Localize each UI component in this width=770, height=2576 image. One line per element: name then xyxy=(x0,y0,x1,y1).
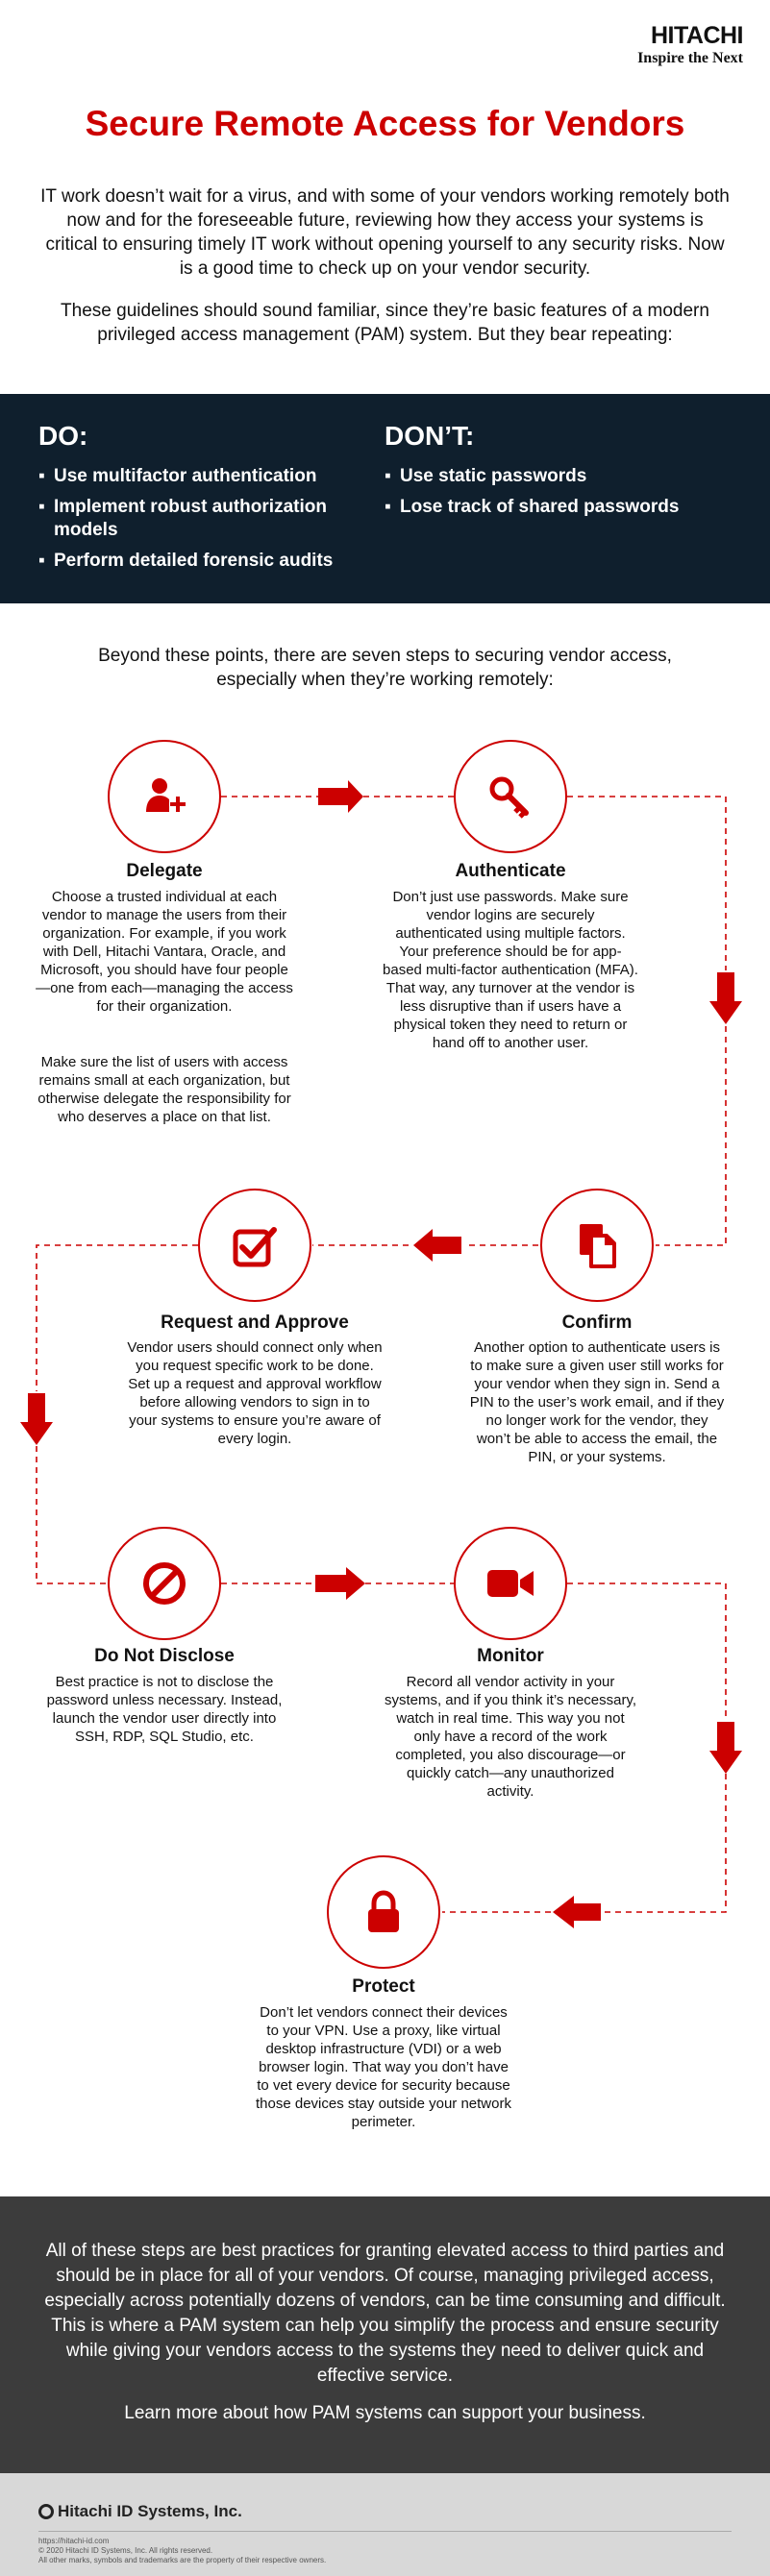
arrow-left-icon xyxy=(413,1229,461,1262)
do-item: ▪ Use multifactor authentication xyxy=(38,465,356,488)
monitor-circle xyxy=(454,1527,567,1640)
dont-item: ▪ Use static passwords xyxy=(385,465,731,488)
do-heading: DO: xyxy=(38,421,88,451)
footer-trademarks: All other marks, symbols and trademarks are the property of their respective owners. xyxy=(38,2556,327,2564)
confirm-circle xyxy=(540,1189,654,1302)
step-desc-confirm: Another option to authenticate users is to make sure a given user still works for your vendor when they sign in. Send a PIN to the user’s work email, and if they no longer work for the vendor, they won’t be able to access the email, the PIN, or your systems. xyxy=(469,1339,725,1465)
step-title-do-not-disclose: Do Not Disclose xyxy=(94,1646,235,1666)
delegate-circle xyxy=(108,740,221,853)
video-camera-icon xyxy=(484,1557,537,1610)
beyond-text: Beyond these points, there are seven steps to securing vendor access, especially when they’re working remotely: xyxy=(98,646,672,690)
step-desc-protect: Don’t let vendors connect their devices to your VPN. Use a proxy, like virtual desktop infrastructure (VDI) or a web browser login. That way you don’t have to vet every device for security because those devices stay outside your network perimeter. xyxy=(256,2004,511,2130)
checkbox-icon xyxy=(228,1218,282,1272)
protect-circle xyxy=(327,1855,440,1969)
footer-copyright: © 2020 Hitachi ID Systems, Inc. All rights reserved. xyxy=(38,2546,213,2555)
step-desc-authenticate: Don’t just use passwords. Make sure vendor logins are securely authenticated using multiple factors. Your preference should be for app-based multi-factor authentication (MFA). That way, any turnover at the vendor is less disruptive than if users have a physical token they need to return or hand off to another user. xyxy=(383,889,638,1051)
step-desc-monitor: Record all vendor activity in your systems, and if you think it’s necessary, watch in real time. This way you not only have a record of the work completed, you also discourage—or quickly catch—any unauthorized activity. xyxy=(384,1674,637,1800)
step-title-protect: Protect xyxy=(352,1976,415,1997)
step-title-confirm: Confirm xyxy=(561,1313,633,1333)
step-title-authenticate: Authenticate xyxy=(455,861,566,881)
do-list xyxy=(38,465,356,580)
do-item: ▪ Perform detailed forensic audits xyxy=(38,550,356,573)
learn-more-link[interactable]: Learn more about how PAM systems can support your business. xyxy=(124,2403,646,2423)
request-approve-circle xyxy=(198,1189,311,1302)
footer-url[interactable]: https://hitachi-id.com xyxy=(38,2537,110,2545)
arrow-down-icon xyxy=(20,1393,53,1445)
step-title-monitor: Monitor xyxy=(477,1646,544,1666)
do-item: ▪ Implement robust authorization models xyxy=(38,496,356,542)
hitachi-logo xyxy=(637,23,743,67)
dont-item: ▪ Lose track of shared passwords xyxy=(385,496,731,519)
step-desc-delegate: Choose a trusted individual at each vendor to manage the users from their organization. For example, if you work with Dell, Hitachi Vantara, Oracle, and Microsoft, you should have four people—one from each—managing the access for their organization. xyxy=(36,889,293,1015)
step-desc-request-approve: Vendor users should connect only when you request specific work to be done. Set up a request and approval workflow before allowing vendors to sign in to your systems to ensure you’re aware of every login. xyxy=(127,1339,383,1447)
closing-band xyxy=(0,2196,770,2473)
intro-paragraph-2: These guidelines should sound familiar, since they’re basic features of a modern privileged access management (PAM) system. But they bear repeating: xyxy=(61,301,709,345)
step-title-delegate: Delegate xyxy=(126,861,203,881)
page-title: Secure Remote Access for Vendors xyxy=(85,104,685,143)
step-desc-delegate-2: Make sure the list of users with access remains small at each organization, but otherwise delegate the responsibility for who deserves a place on that list. xyxy=(37,1054,291,1125)
arrow-right-icon xyxy=(315,1567,365,1600)
step-desc-do-not-disclose: Best practice is not to disclose the password unless necessary. Instead, launch the vendor user directly into SSH, RDP, SQL Studio, etc. xyxy=(46,1674,283,1745)
add-user-icon xyxy=(137,770,191,823)
footer-divider xyxy=(38,2531,732,2532)
key-icon xyxy=(484,770,537,823)
brand-name: HITACHI xyxy=(650,22,743,49)
prohibited-icon xyxy=(137,1557,191,1610)
do-not-disclose-circle xyxy=(108,1527,221,1640)
do-dont-band xyxy=(0,394,770,603)
step-title-request-approve: Request and Approve xyxy=(161,1313,349,1333)
documents-icon xyxy=(570,1218,624,1272)
brand-tagline: Inspire the Next xyxy=(637,50,743,66)
footer-company: Hitachi ID Systems, Inc. xyxy=(58,2502,242,2520)
authenticate-circle xyxy=(454,740,567,853)
intro-paragraph-1: IT work doesn’t wait for a virus, and with some of your vendors working remotely both now and for the foreseeable future, reviewing how they access your systems is critical to ensuring timely IT work without opening yourself to any security risks. Now is a good time to check up on your vendor security. xyxy=(40,186,730,279)
arrow-right-icon xyxy=(318,780,363,813)
arrow-down-icon xyxy=(709,972,742,1024)
hitachi-id-logo-icon xyxy=(38,2504,54,2519)
padlock-icon xyxy=(357,1885,410,1939)
dont-list xyxy=(385,465,731,527)
footer xyxy=(0,2473,770,2576)
arrow-left-icon xyxy=(553,1896,601,1928)
hitachi-id-logo xyxy=(38,2502,242,2521)
closing-paragraph: All of these steps are best practices for granting elevated access to third parties and should be in place for all of your vendors. Of course, managing privileged access, especially across potentially dozens of vendors, can be time consuming and difficult. This is where a PAM system can help you simplify the process and ensure security while giving your vendors access to the systems they need to deliver quick and effective service. xyxy=(44,2241,726,2386)
arrow-down-icon xyxy=(709,1722,742,1774)
dont-heading: DON’T: xyxy=(385,421,475,451)
